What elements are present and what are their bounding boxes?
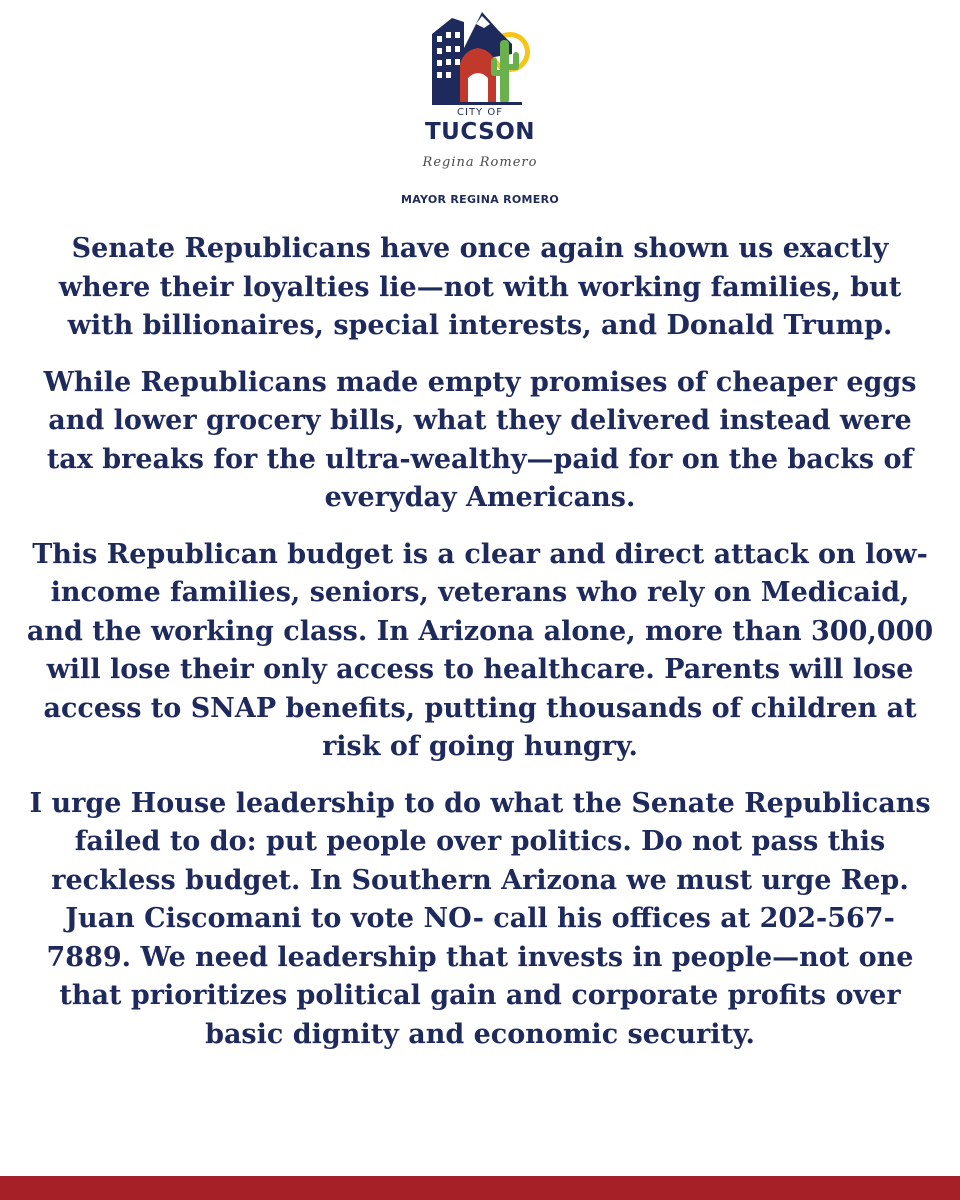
- statement-paragraph-1: Senate Republicans have once again shown us exactly where their loyalties lie—not with working families, but with billionaires, special interests, and Donald Trump.: [58, 233, 902, 341]
- logo-graphic: [420, 6, 540, 111]
- city-name: TUCSON: [424, 119, 536, 145]
- statement-paragraph-3: This Republican budget is a clear and direct attack on low-income families, seniors, veterans who rely on Medicaid, and the working class. In Arizona alone, more than 300,000 will lose their only access to healthcare. Parents will lose access to SNAP benefits, putting thousands of children at risk of going hungry.: [26, 538, 934, 762]
- statement-paragraph-2: While Republicans made empty promises of cheaper eggs and lower grocery bills, what they delivered instead were tax breaks for the ultra-wealthy—paid for on the backs of everyday Americans.: [43, 366, 917, 513]
- bottom-accent-bar: [0, 1176, 960, 1200]
- city-of-tucson-logo-icon: [420, 6, 540, 111]
- mayor-signature: Regina Romero: [422, 155, 538, 170]
- statement-body: [25, 230, 935, 1072]
- ground-line: [432, 102, 522, 105]
- mayor-title: MAYOR REGINA ROMERO: [400, 193, 560, 206]
- mission-door: [468, 73, 488, 104]
- statement-paragraph-4: I urge House leadership to do what the Senate Republicans failed to do: put people over politics. Do not pass this reckless budget. In Southern Arizona we must urge Rep. Juan Ciscomani to vote NO- call his offices at 202-567- 7889. We need leadership that invests in people—not one that prioritizes political gain and corporate profits over basic dignity and economic security.: [29, 787, 931, 1050]
- header: [0, 0, 960, 225]
- city-of-label: CITY OF: [457, 107, 503, 118]
